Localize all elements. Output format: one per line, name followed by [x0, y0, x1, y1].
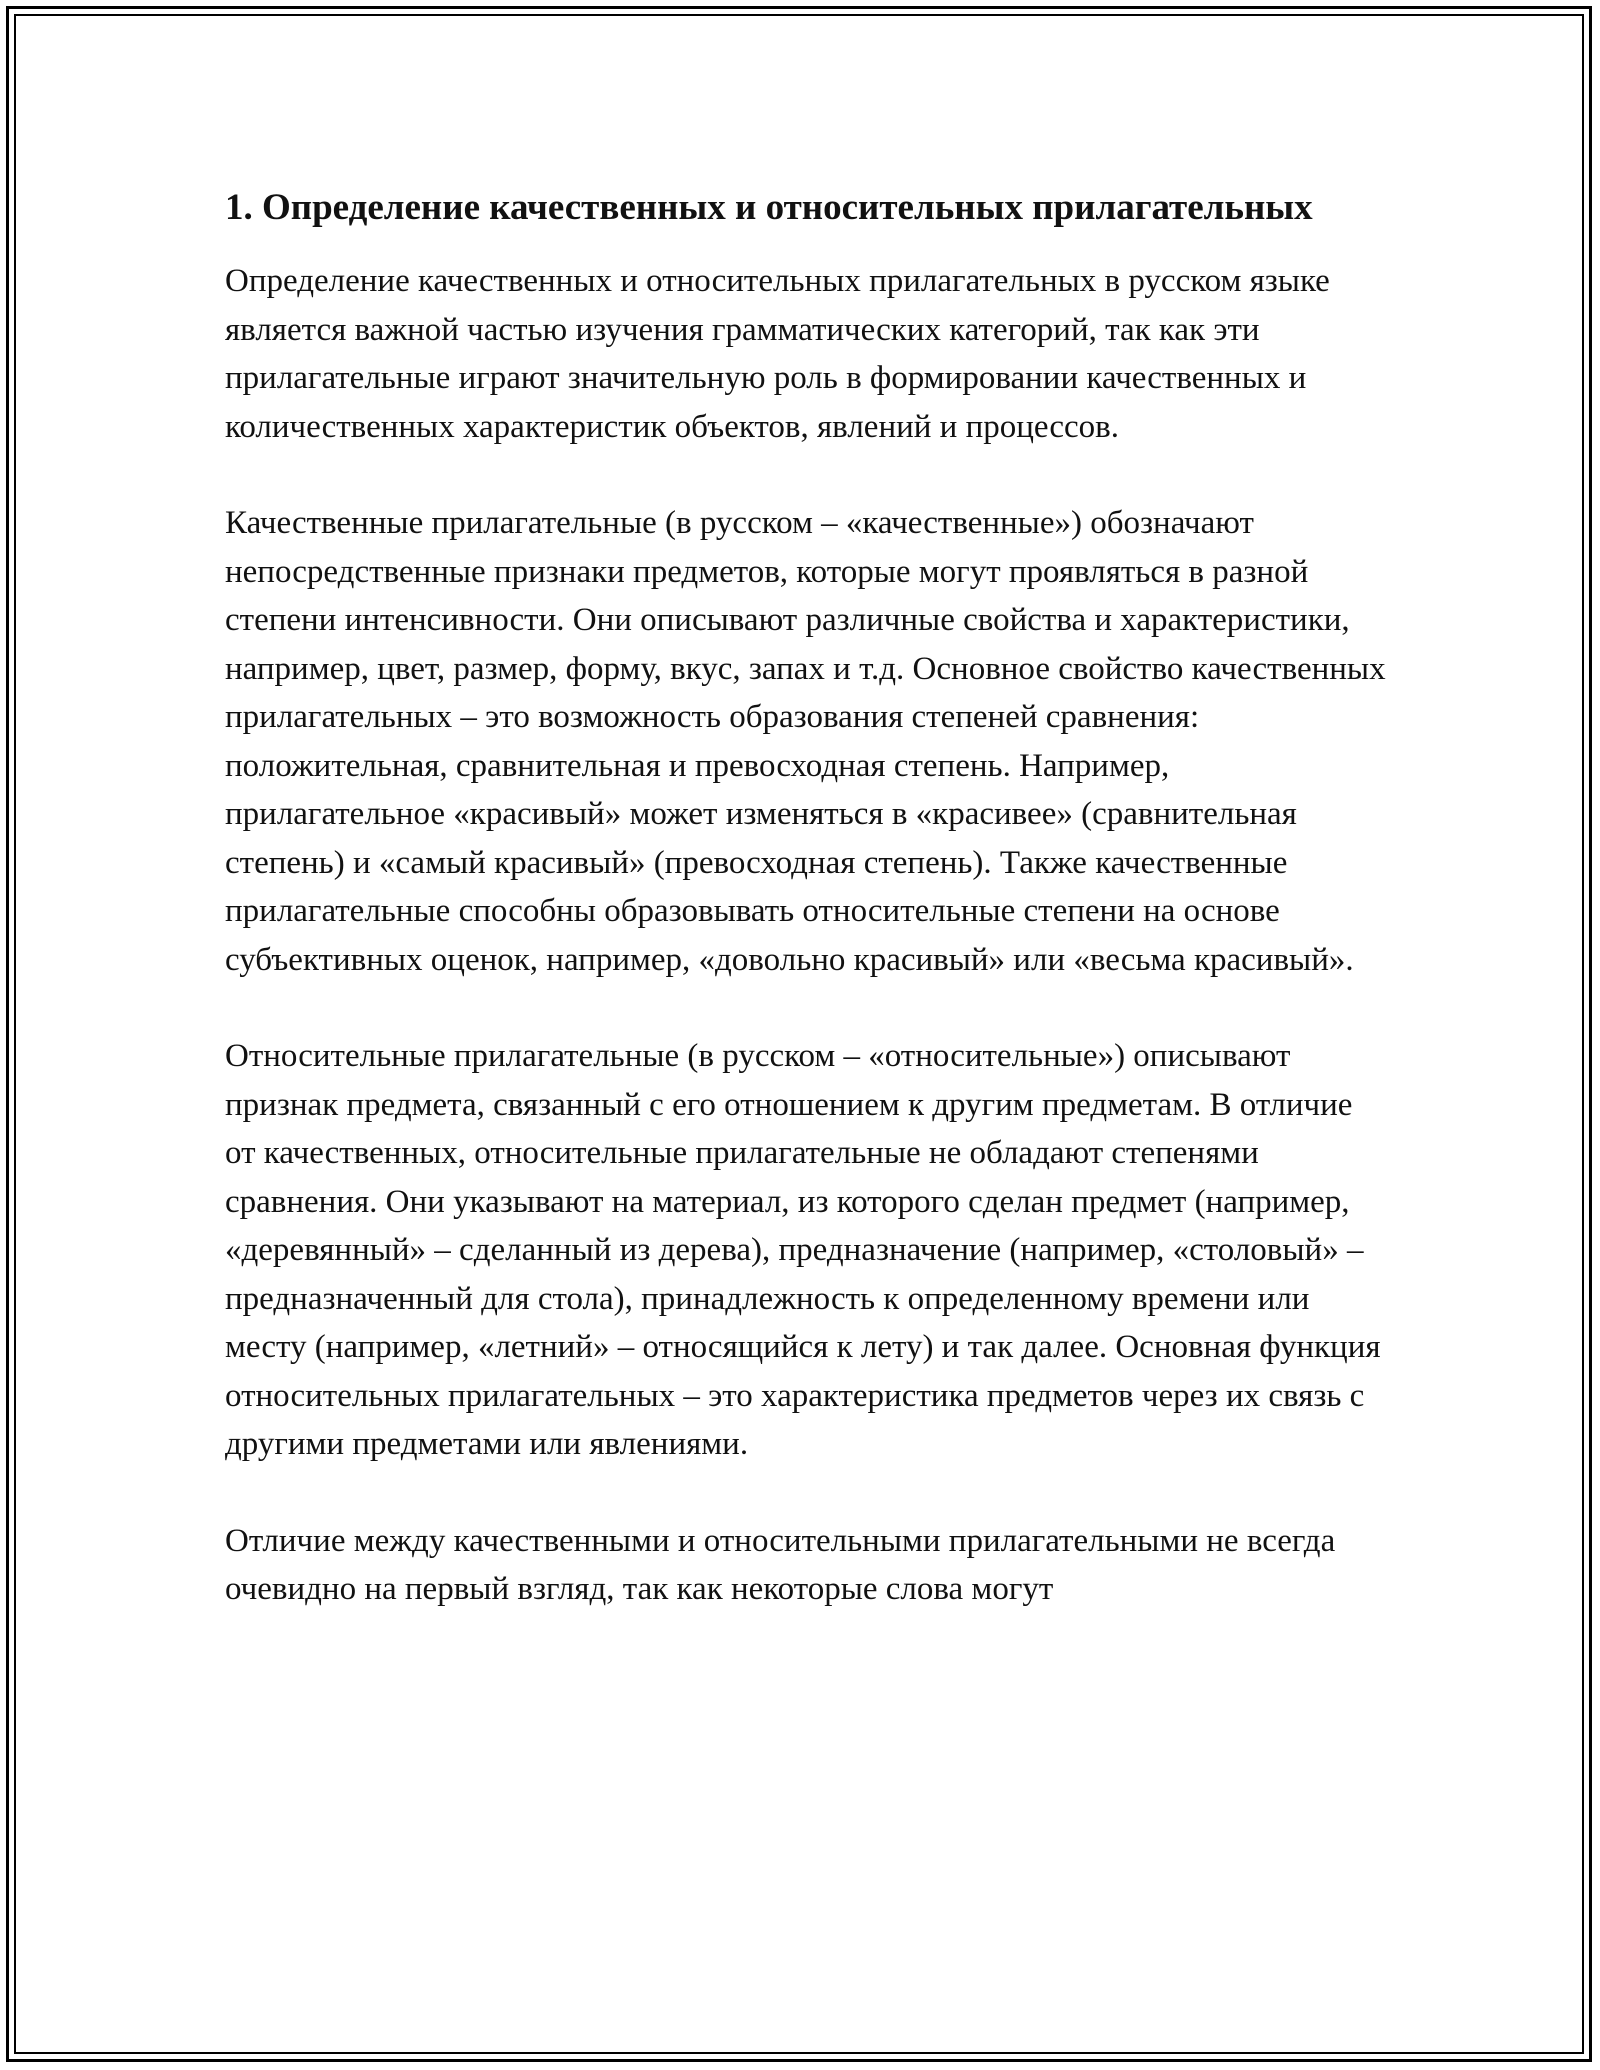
paragraph-difference: Отличие между качественными и относительными прилагательными не всегда очевидно на первый взгляд, так как некоторые слова могут: [225, 1522, 1336, 1607]
paragraph-intro: Определение качественных и относительных прилагательных в русском языке является важной частью изучения грамматических категорий, так как эти прилагательные играют значительную роль в формировании качественных и количественных характеристик объектов, явлений и процессов.: [225, 263, 1330, 445]
paragraph-qualitative: Качественные прилагательные (в русском – «качественные») обозначают непосредственные признаки предметов, которые могут проявляться в разной степени интенсивности. Они описывают различные свойства и характеристики, например, цвет, размер, форму, вкус, запах и т.д. Основное свойство качественных прилагательных – это возможность образования степеней сравнения: положительная, сравнительная и превосходная степень. Например, прилагательное «красивый» может изменяться в «красивее» (сравнительная степень) и «самый красивый» (превосходная степень). Также качественные прилагательные способны образовывать относительные степени на основе субъективных оценок, например, «довольно красивый» или «весьма красивый».: [225, 505, 1386, 978]
section-heading: 1. Определение качественных и относительных прилагательных: [225, 187, 1313, 228]
document-body: [225, 180, 1390, 1662]
paragraph-relative: Относительные прилагательные (в русском – «относительные») описывают признак предмета, связанный с его отношением к другим предметам. В отличие от качественных, относительные прилагательные не обладают степенями сравнения. Они указывают на материал, из которого сделан предмет (например, «деревянный» – сделанный из дерева), предназначение (например, «столовый» – предназначенный для стола), принадлежность к определенному времени или месту (например, «летний» – относящийся к лету) и так далее. Основная функция относительных прилагательных – это характеристика предметов через их связь с другими предметами или явлениями.: [225, 1038, 1381, 1462]
